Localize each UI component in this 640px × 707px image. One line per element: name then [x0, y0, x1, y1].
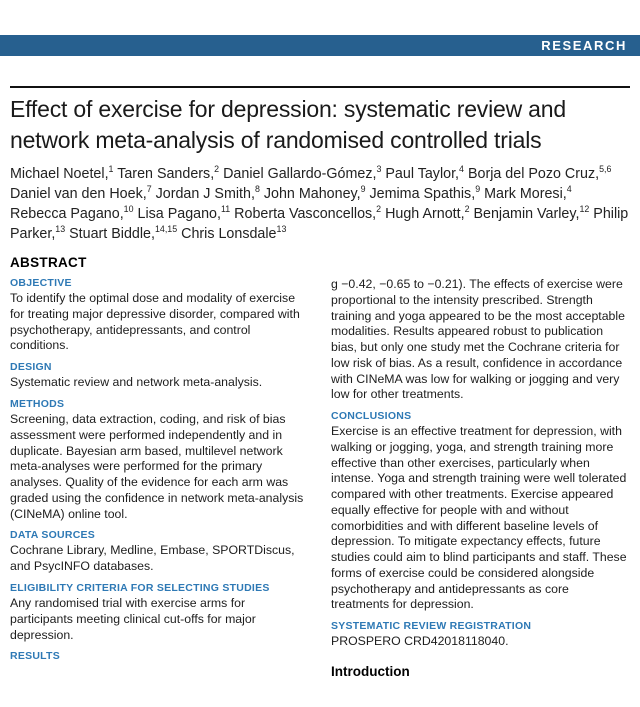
author-affiliation-sup: 8: [254, 184, 260, 195]
author-name: Chris Lonsdale: [181, 226, 277, 243]
author-affiliation-sup: 2: [214, 164, 220, 175]
abstract-section-heading: ELIGIBILITY CRITERIA FOR SELECTING STUDIES: [10, 581, 270, 594]
author-affiliation-sup: 13: [276, 224, 287, 235]
abstract-section-heading: RESULTS: [10, 650, 60, 663]
author-name: Daniel van den Hoek,: [10, 186, 147, 203]
abstract-section-heading: OBJECTIVE: [10, 277, 72, 290]
author-name: Mark Moresi,: [484, 186, 567, 203]
author-name: Paul Taylor,: [385, 166, 460, 183]
author-affiliation-sup: 4: [459, 164, 464, 175]
author-name: Jemima Spathis,: [369, 186, 476, 203]
author-name: Michael Noetel,: [10, 166, 109, 183]
author-affiliation-sup: 11: [220, 204, 231, 215]
author-affiliation-sup: 7: [146, 184, 152, 195]
author-name: Roberta Vasconcellos,: [234, 206, 377, 223]
author-affiliation-sup: 4: [566, 184, 572, 195]
author-affiliation-sup: 2: [376, 204, 382, 215]
author-affiliation-sup: 3: [376, 164, 382, 175]
research-banner-label: RESEARCH: [541, 38, 627, 53]
abstract-right-column: [331, 255, 630, 679]
author-affiliation-sup: 12: [579, 204, 590, 215]
journal-page: [0, 35, 640, 707]
author-name: Jordan J Smith,: [155, 186, 255, 203]
abstract-section-text: PROSPERO CRD42018118040.: [331, 634, 509, 649]
abstract-heading: ABSTRACT: [10, 255, 87, 271]
abstract-section-text: Any randomised trial with exercise arms for participants meeting clinical cut-offs for major depression.: [10, 596, 256, 642]
author-list: [10, 164, 630, 244]
abstract-right-sections: [331, 277, 630, 650]
article-title: Effect of exercise for depression: systematic review and network meta-analysis of randomised controlled trials: [10, 96, 566, 154]
abstract-columns: [10, 255, 630, 679]
title-divider: [10, 86, 630, 88]
author-affiliation-sup: 14,15: [154, 224, 178, 235]
abstract-section-text: To identify the optimal dose and modality of exercise for treating major depressive disorder, compared with psychotherapy, antidepressants, and control conditions.: [10, 291, 300, 353]
abstract-section-heading: DATA SOURCES: [10, 529, 96, 542]
author-affiliation-sup: 1: [108, 164, 114, 175]
abstract-section-text: Cochrane Library, Medline, Embase, SPORTDiscus, and PsycINFO databases.: [10, 543, 295, 574]
abstract-section-text: Systematic review and network meta-analysis.: [10, 375, 263, 390]
abstract-section-text: Exercise is an effective treatment for depression, with walking or jogging, yoga, and strength training more effective than other exercises, particularly when intense. Yoga and strength training were well tolerated compared with other treatments. Exercise appeared equally effective for people with and without comorbidities and with different baseline levels of depression. To mitigate expectancy effects, future studies could aim to blind participants and staff. These forms of exercise could be considered alongside psychotherapy and antidepressants as core treatments for depression.: [331, 424, 627, 612]
author-affiliation-sup: 5,6: [599, 164, 612, 175]
abstract-section-text: g −0.42, −0.65 to −0.21). The effects of exercise were proportional to the intensity prescribed. Strength training and yoga appeared to be the most acceptable modalities. Results appeared robust to publication bias, but only one study met the Cochrane criteria for low risk of bias. As a result, confidence in accordance with CINeMA was low for walking or jogging and very low for other treatments.: [331, 277, 625, 402]
abstract-left-column: [10, 255, 309, 679]
abstract-section-text: Screening, data extraction, coding, and risk of bias assessment were performed independently and in duplicate. Bayesian arm based, multilevel network meta-analyses were performed for the primary analyses. Quality of the evidence for each arm was graded using the confidence in network meta-analysis (CINeMA) online tool.: [10, 412, 304, 521]
author-affiliation-sup: 13: [55, 224, 66, 235]
author-affiliation-sup: 9: [475, 184, 481, 195]
author-name: Taren Sanders,: [117, 166, 215, 183]
author-name: Lisa Pagano,: [137, 206, 221, 223]
abstract-section-heading: METHODS: [10, 398, 65, 411]
author-name: Benjamin Varley,: [473, 206, 580, 223]
author-affiliation-sup: 10: [123, 204, 134, 215]
abstract-section-heading: SYSTEMATIC REVIEW REGISTRATION: [331, 619, 532, 632]
author-name: Daniel Gallardo-Gómez,: [223, 166, 377, 183]
research-banner: [0, 35, 640, 56]
author-name: John Mahoney,: [263, 186, 361, 203]
abstract-section-heading: DESIGN: [10, 361, 52, 374]
abstract-left-sections: [10, 277, 309, 663]
author-name: Borja del Pozo Cruz,: [467, 166, 600, 183]
author-name: Philip Parker,: [10, 206, 629, 243]
introduction-heading: Introduction: [331, 663, 410, 679]
article-content: [0, 86, 640, 679]
author-name: Hugh Arnott,: [385, 206, 465, 223]
author-affiliation-sup: 9: [360, 184, 366, 195]
abstract-section-heading: CONCLUSIONS: [331, 410, 412, 423]
author-affiliation-sup: 2: [464, 204, 470, 215]
author-name: Stuart Biddle,: [69, 226, 155, 243]
author-name: Rebecca Pagano,: [10, 206, 124, 223]
